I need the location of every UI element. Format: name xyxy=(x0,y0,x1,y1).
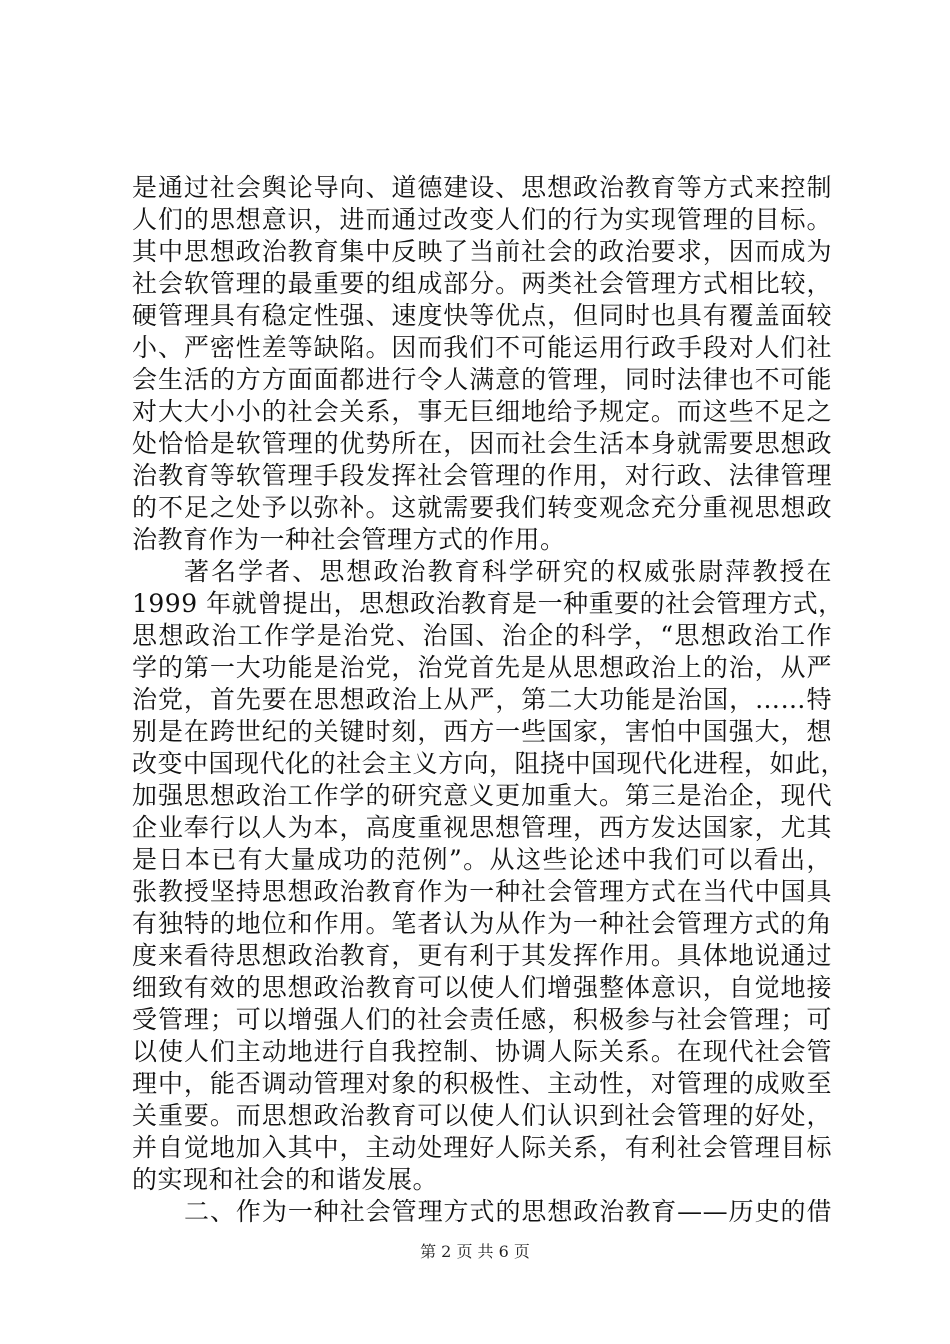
text-line: 治教育作为一种社会管理方式的作用。 xyxy=(132,525,566,554)
text-line: 其中思想政治教育集中反映了当前社会的政治要求，因而成为 xyxy=(132,237,832,266)
section-heading-line: 二、作为一种社会管理方式的思想政治教育——历史的借 xyxy=(184,1197,832,1226)
text-line: 学的第一大功能是治党，治党首先是从思想政治上的治，从严 xyxy=(132,653,832,682)
page-number: 第 2 页 共 6 页 xyxy=(420,1242,530,1261)
text-line: 的实现和社会的和谐发展。 xyxy=(132,1165,439,1194)
text-line: 人们的思想意识，进而通过改变人们的行为实现管理的目标。 xyxy=(132,205,832,234)
text-line: 企业奉行以人为本，高度重视思想管理，西方发达国家，尤其 xyxy=(132,813,832,842)
text-line: 社会软管理的最重要的组成部分。两类社会管理方式相比较， xyxy=(132,269,832,298)
text-line: 加强思想政治工作学的研究意义更加重大。第三是治企，现代 xyxy=(132,781,832,810)
text-line: 别是在跨世纪的关键时刻，西方一些国家，害怕中国强大，想 xyxy=(132,717,832,746)
text-line: 理中，能否调动管理对象的积极性、主动性，对管理的成败至 xyxy=(132,1069,832,1098)
text-line: 硬管理具有稳定性强、速度快等优点，但同时也具有覆盖面较 xyxy=(132,301,832,330)
text-line: 治教育等软管理手段发挥社会管理的作用，对行政、法律管理 xyxy=(132,461,832,490)
text-line: 细致有效的思想政治教育可以使人们增强整体意识，自觉地接 xyxy=(132,973,832,1002)
text-line: 并自觉地加入其中，主动处理好人际关系，有利社会管理目标 xyxy=(132,1133,832,1162)
body-text xyxy=(132,172,847,1228)
text-line: 小、严密性差等缺陷。因而我们不可能运用行政手段对人们社 xyxy=(132,333,832,362)
page-footer xyxy=(0,1242,950,1262)
text-line: 对大大小小的社会关系，事无巨细地给予规定。而这些不足之 xyxy=(132,397,832,426)
text-line: 是通过社会舆论导向、道德建设、思想政治教育等方式来控制 xyxy=(132,173,832,202)
text-line: 是日本已有大量成功的范例”。从这些论述中我们可以看出， xyxy=(132,845,832,874)
text-line: 处恰恰是软管理的优势所在，因而社会生活本身就需要思想政 xyxy=(132,429,832,458)
paragraph-3 xyxy=(132,1196,832,1228)
text-line: 受管理；可以增强人们的社会责任感，积极参与社会管理；可 xyxy=(132,1005,832,1034)
text-line: 1999 年就曾提出，思想政治教育是一种重要的社会管理方式， xyxy=(132,589,844,618)
text-line: 改变中国现代化的社会主义方向，阻挠中国现代化进程，如此， xyxy=(132,749,847,778)
text-line: 以使人们主动地进行自我控制、协调人际关系。在现代社会管 xyxy=(132,1037,832,1066)
text-line: 思想政治工作学是治党、治国、治企的科学，“思想政治工作 xyxy=(132,621,832,650)
text-line: 关重要。而思想政治教育可以使人们认识到社会管理的好处， xyxy=(132,1101,832,1130)
text-line: 度来看待思想政治教育，更有利于其发挥作用。具体地说通过 xyxy=(132,941,832,970)
text-line: 治党，首先要在思想政治上从严，第二大功能是治国，……特 xyxy=(132,685,832,714)
text-line: 的不足之处予以弥补。这就需要我们转变观念充分重视思想政 xyxy=(132,493,832,522)
text-line: 会生活的方方面面都进行令人满意的管理，同时法律也不可能 xyxy=(132,365,832,394)
paragraph-1 xyxy=(132,172,832,556)
text-line: 张教授坚持思想政治教育作为一种社会管理方式在当代中国具 xyxy=(132,877,832,906)
text-line: 著名学者、思想政治教育科学研究的权威张尉萍教授在 xyxy=(184,557,832,586)
text-line: 有独特的地位和作用。笔者认为从作为一种社会管理方式的角 xyxy=(132,909,832,938)
paragraph-2 xyxy=(132,556,847,1196)
